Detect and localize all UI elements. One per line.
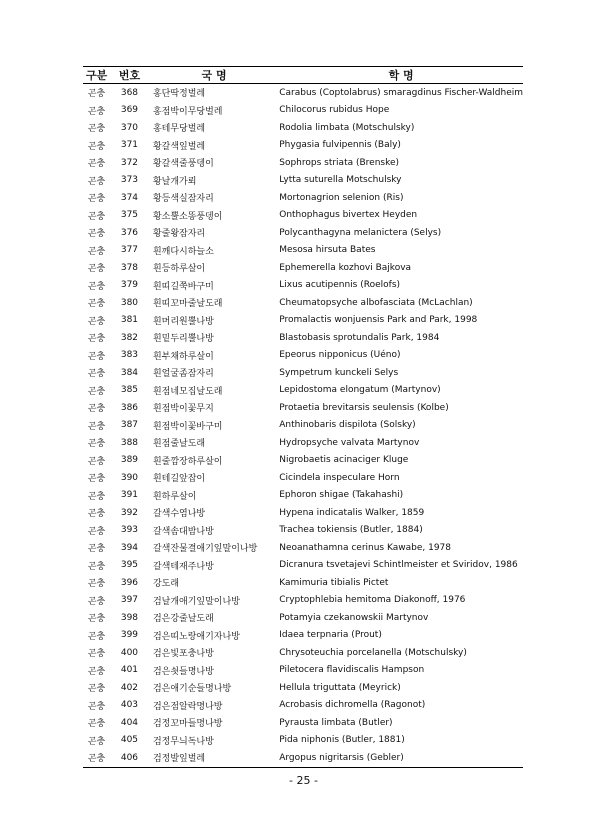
cell-korean-name: 흰점박이꽃무지: [152, 404, 214, 415]
cell-category: 곤충: [87, 176, 106, 187]
cell-number: 406: [110, 749, 149, 767]
cell-number: 384: [120, 367, 139, 378]
cell-category: 곤충: [87, 89, 106, 100]
cell-number: 399: [120, 630, 139, 641]
table-row: [83, 557, 523, 575]
table-row: [83, 137, 523, 155]
table-row: [83, 312, 523, 330]
cell-scientific-name: Anthinobaris dispilota (Solsky): [279, 420, 416, 431]
cell-scientific-name: Promalactis wonjuensis Park and Park, 1998: [279, 315, 478, 326]
table-row: [83, 487, 523, 505]
cell-korean-name: 검정발잎벌레: [149, 749, 275, 767]
cell-scientific-name: Lepidostoma elongatum (Martynov): [279, 385, 441, 396]
cell-number: 372: [120, 157, 139, 168]
cell-scientific-name: Polycanthagyna melanictera (Selys): [279, 227, 442, 238]
cell-number: 396: [120, 577, 139, 588]
table-row: [83, 627, 523, 645]
cell-category: 곤충: [87, 474, 106, 485]
table-row: [83, 469, 523, 487]
cell-category: 곤충: [87, 264, 106, 275]
cell-number: 385: [120, 385, 139, 396]
cell-korean-name: 흰하루살이: [152, 491, 197, 502]
cell-scientific-name: Acrobasis dichromella (Ragonot): [279, 700, 426, 711]
cell-scientific-name: Rodolia limbata (Motschulsky): [279, 122, 415, 133]
cell-number: 393: [120, 525, 139, 536]
table-row: [83, 84, 523, 102]
cell-number: 369: [120, 105, 139, 116]
cell-category: 곤충: [87, 561, 106, 572]
cell-number: 390: [120, 472, 139, 483]
cell-category: 곤충: [87, 701, 106, 712]
cell-korean-name: 검정꼬마들명나방: [152, 719, 223, 730]
cell-korean-name: 흰부채하루살이: [152, 351, 214, 362]
cell-number: 401: [120, 665, 139, 676]
cell-scientific-name: Hydropsyche valvata Martynov: [279, 437, 420, 448]
cell-category: 곤충: [87, 509, 106, 520]
cell-number: 383: [120, 350, 139, 361]
cell-category: 곤충: [87, 421, 106, 432]
cell-scientific-name: Mortonagrion selenion (Ris): [279, 192, 404, 203]
cell-korean-name: 흰띠꼬마줄날도래: [152, 299, 223, 310]
cell-korean-name: 검은빛포충나방: [152, 649, 214, 660]
cell-category: 곤충: [87, 334, 106, 345]
cell-korean-name: 흰머리원뿔나방: [152, 316, 214, 327]
table-row: [83, 522, 523, 540]
table-row: [83, 329, 523, 347]
cell-scientific-name: Cryptophlebia hemitoma Diakonoff, 1976: [279, 595, 466, 606]
cell-scientific-name: Blastobasis sprotundalis Park, 1984: [279, 332, 440, 343]
table-row: [83, 154, 523, 172]
cell-scientific-name: Ephemerella kozhovi Bajkova: [279, 262, 412, 273]
cell-number: 371: [120, 140, 139, 151]
cell-scientific-name: Chilocorus rubidus Hope: [279, 105, 390, 116]
cell-category: 곤충: [87, 579, 106, 590]
cell-scientific-name: Neoanathamna cerinus Kawabe, 1978: [279, 542, 451, 553]
table-row: [83, 189, 523, 207]
cell-number: 381: [120, 315, 139, 326]
cell-scientific-name: Idaea terpnaria (Prout): [279, 630, 382, 641]
table-row: [83, 417, 523, 435]
cell-category: 곤충: [87, 194, 106, 205]
cell-korean-name: 갈색테재주나방: [152, 561, 214, 572]
cell-number: 378: [120, 262, 139, 273]
cell-scientific-name: Chrysoteuchia porcelanella (Motschulsky): [279, 647, 467, 658]
cell-korean-name: 황날개가뢰: [152, 176, 197, 187]
table-header-row: [83, 67, 523, 84]
header-korean-name: 국 명: [149, 67, 275, 84]
cell-category: 곤충: [87, 141, 106, 152]
header-scientific-name: 학 명: [275, 67, 523, 84]
table-row: [83, 749, 523, 767]
cell-korean-name: 흰점네모집날도래: [152, 386, 223, 397]
table-row: [83, 697, 523, 715]
cell-korean-name: 흰띠길쭉바구미: [152, 281, 214, 292]
table-row: [83, 574, 523, 592]
cell-korean-name: 흰점줄날도래: [152, 439, 206, 450]
cell-category: 곤충: [87, 649, 106, 660]
cell-number: 382: [120, 332, 139, 343]
cell-category: 곤충: [87, 631, 106, 642]
species-table: [83, 66, 523, 768]
cell-korean-name: 흰밑두리뿔나방: [152, 334, 214, 345]
table-row: [83, 452, 523, 470]
cell-category: 곤충: [87, 299, 106, 310]
cell-scientific-name: Mesosa hirsuta Bates: [279, 245, 376, 256]
cell-category: 곤충: [87, 316, 106, 327]
cell-number: 391: [120, 490, 139, 501]
cell-scientific-name: Dicranura tsvetajevi Schintlmeister et Sviridov, 1986: [279, 560, 518, 571]
page-number: - 25 -: [289, 774, 318, 787]
cell-korean-name: 황소뿔소똥풍뎅이: [152, 211, 223, 222]
table-row: [83, 732, 523, 750]
cell-number: 398: [120, 612, 139, 623]
cell-scientific-name: Carabus (Coptolabrus) smaragdinus Fischer-Waldheim: [279, 87, 523, 98]
cell-number: 368: [120, 87, 139, 98]
cell-korean-name: 홍점박이무당벌레: [152, 106, 223, 117]
cell-scientific-name: Epeorus nipponicus (Uéno): [279, 350, 401, 361]
cell-korean-name: 갈색잔물결애기잎말이나방: [152, 544, 258, 555]
cell-scientific-name: Cheumatopsyche albofasciata (McLachlan): [279, 297, 473, 308]
cell-scientific-name: Nigrobaetis acinaciger Kluge: [279, 455, 409, 466]
cell-category: 곤충: [87, 229, 106, 240]
table-row: [83, 102, 523, 120]
cell-scientific-name: Ephoron shigae (Takahashi): [279, 490, 404, 501]
cell-category: 곤충: [87, 666, 106, 677]
table-row: [83, 609, 523, 627]
cell-category: 곤충: [87, 124, 106, 135]
cell-category: 곤충: [87, 526, 106, 537]
cell-korean-name: 흰줄깜장하루살이: [152, 456, 223, 467]
table-row: [83, 277, 523, 295]
cell-category: 곤충: [87, 736, 106, 747]
cell-korean-name: 흰얼굴좀잠자리: [152, 369, 214, 380]
table-row: [83, 644, 523, 662]
cell-category: 곤충: [87, 544, 106, 555]
cell-number: 379: [120, 280, 139, 291]
cell-korean-name: 검은띠노랑애기자나방: [152, 631, 240, 642]
table-row: [83, 224, 523, 242]
cell-category: 곤충: [87, 386, 106, 397]
cell-korean-name: 검날개애기잎말이나방: [152, 596, 240, 607]
cell-scientific-name: Argopus nigritarsis (Gebler): [275, 749, 523, 767]
cell-korean-name: 황갈색잎벌레: [152, 141, 206, 152]
cell-korean-name: 갈색솜대밤나방: [152, 526, 214, 537]
cell-category: 곤충: [87, 106, 106, 117]
cell-category: 곤충: [87, 404, 106, 415]
cell-number: 392: [120, 507, 139, 518]
cell-number: 402: [120, 682, 139, 693]
cell-korean-name: 흰테길앞잡이: [152, 474, 206, 485]
cell-korean-name: 황갈색줄풍뎅이: [152, 159, 214, 170]
cell-korean-name: 황줄왕잠자리: [152, 229, 206, 240]
cell-number: 374: [120, 192, 139, 203]
cell-scientific-name: Trachea tokiensis (Butler, 1884): [279, 525, 423, 536]
cell-category: 곤충: [87, 211, 106, 222]
table-row: [83, 539, 523, 557]
cell-scientific-name: Kamimuria tibialis Pictet: [279, 577, 389, 588]
table-row: [83, 714, 523, 732]
cell-scientific-name: Protaetia brevitarsis seulensis (Kolbe): [279, 402, 449, 413]
cell-number: 380: [120, 297, 139, 308]
cell-korean-name: 검정무늬독나방: [152, 736, 214, 747]
cell-number: 387: [120, 420, 139, 431]
cell-category: 곤충: [87, 596, 106, 607]
table-row: [83, 364, 523, 382]
cell-scientific-name: Lixus acutipennis (Roelofs): [279, 280, 401, 291]
cell-scientific-name: Pida niphonis (Butler, 1881): [279, 735, 405, 746]
cell-number: 376: [120, 227, 139, 238]
cell-number: 388: [120, 437, 139, 448]
table-row: [83, 382, 523, 400]
table-row: [83, 242, 523, 260]
cell-number: 373: [120, 175, 139, 186]
table-row: [83, 347, 523, 365]
table-row: [83, 259, 523, 277]
cell-category: 곤충: [87, 719, 106, 730]
cell-scientific-name: Lytta suturella Motschulsky: [279, 175, 402, 186]
cell-number: 400: [120, 647, 139, 658]
cell-korean-name: 흰등하루살이: [152, 264, 206, 275]
cell-scientific-name: Phygasia fulvipennis (Baly): [279, 140, 401, 151]
cell-category: 곤충: [87, 281, 106, 292]
table-row: [83, 679, 523, 697]
cell-scientific-name: Onthophagus bivertex Heyden: [279, 210, 418, 221]
table-row: [83, 119, 523, 137]
cell-category: 곤충: [87, 246, 106, 257]
cell-korean-name: 검은강줄날도래: [152, 614, 214, 625]
cell-korean-name: 강도래: [152, 579, 180, 590]
header-number: 번호: [110, 67, 149, 84]
table-row: [83, 592, 523, 610]
cell-korean-name: 흰깨다시하늘소: [152, 246, 214, 257]
cell-number: 389: [120, 455, 139, 466]
cell-scientific-name: Pyrausta limbata (Butler): [279, 717, 393, 728]
cell-category: 곤충: [87, 614, 106, 625]
cell-korean-name: 홍단딱정벌레: [152, 89, 206, 100]
table-row: [83, 399, 523, 417]
cell-number: 394: [120, 542, 139, 553]
cell-scientific-name: Cicindela inspeculare Horn: [279, 472, 400, 483]
cell-number: 375: [120, 210, 139, 221]
cell-korean-name: 홍테무당벌레: [152, 124, 206, 135]
cell-number: 397: [120, 595, 139, 606]
cell-scientific-name: Sympetrum kunckeli Selys: [279, 367, 399, 378]
table-row: [83, 662, 523, 680]
cell-korean-name: 황등색실잠자리: [152, 194, 214, 205]
cell-category: 곤충: [87, 159, 106, 170]
cell-category: 곤충: [87, 351, 106, 362]
cell-scientific-name: Piletocera flavidiscalis Hampson: [279, 665, 425, 676]
cell-number: 377: [120, 245, 139, 256]
cell-number: 395: [120, 560, 139, 571]
cell-number: 403: [120, 700, 139, 711]
cell-category: 곤충: [87, 439, 106, 450]
cell-category: 곤충: [83, 749, 110, 767]
cell-number: 404: [120, 717, 139, 728]
cell-scientific-name: Potamyia czekanowskii Martynov: [279, 612, 429, 623]
cell-korean-name: 검은점알락명나방: [152, 701, 223, 712]
cell-number: 370: [120, 122, 139, 133]
cell-category: 곤충: [87, 684, 106, 695]
cell-scientific-name: Hellula triguttata (Meyrick): [279, 682, 401, 693]
table-row: [83, 504, 523, 522]
cell-korean-name: 갈색수염나방: [152, 509, 206, 520]
table-row: [83, 294, 523, 312]
cell-category: 곤충: [87, 491, 106, 502]
table-row: [83, 207, 523, 225]
cell-korean-name: 검은애기순들명나방: [152, 684, 232, 695]
cell-scientific-name: Sophrops striata (Brenske): [279, 157, 400, 168]
table-body: [83, 84, 523, 768]
header-category: 구분: [83, 67, 110, 84]
cell-korean-name: 검은쇳들명나방: [152, 666, 214, 677]
cell-number: 405: [120, 735, 139, 746]
table-row: [83, 172, 523, 190]
cell-category: 곤충: [87, 456, 106, 467]
cell-category: 곤충: [87, 369, 106, 380]
table-row: [83, 434, 523, 452]
cell-scientific-name: Hypena indicatalis Walker, 1859: [279, 507, 425, 518]
cell-number: 386: [120, 402, 139, 413]
cell-korean-name: 흰점박이꽃바구미: [152, 421, 223, 432]
